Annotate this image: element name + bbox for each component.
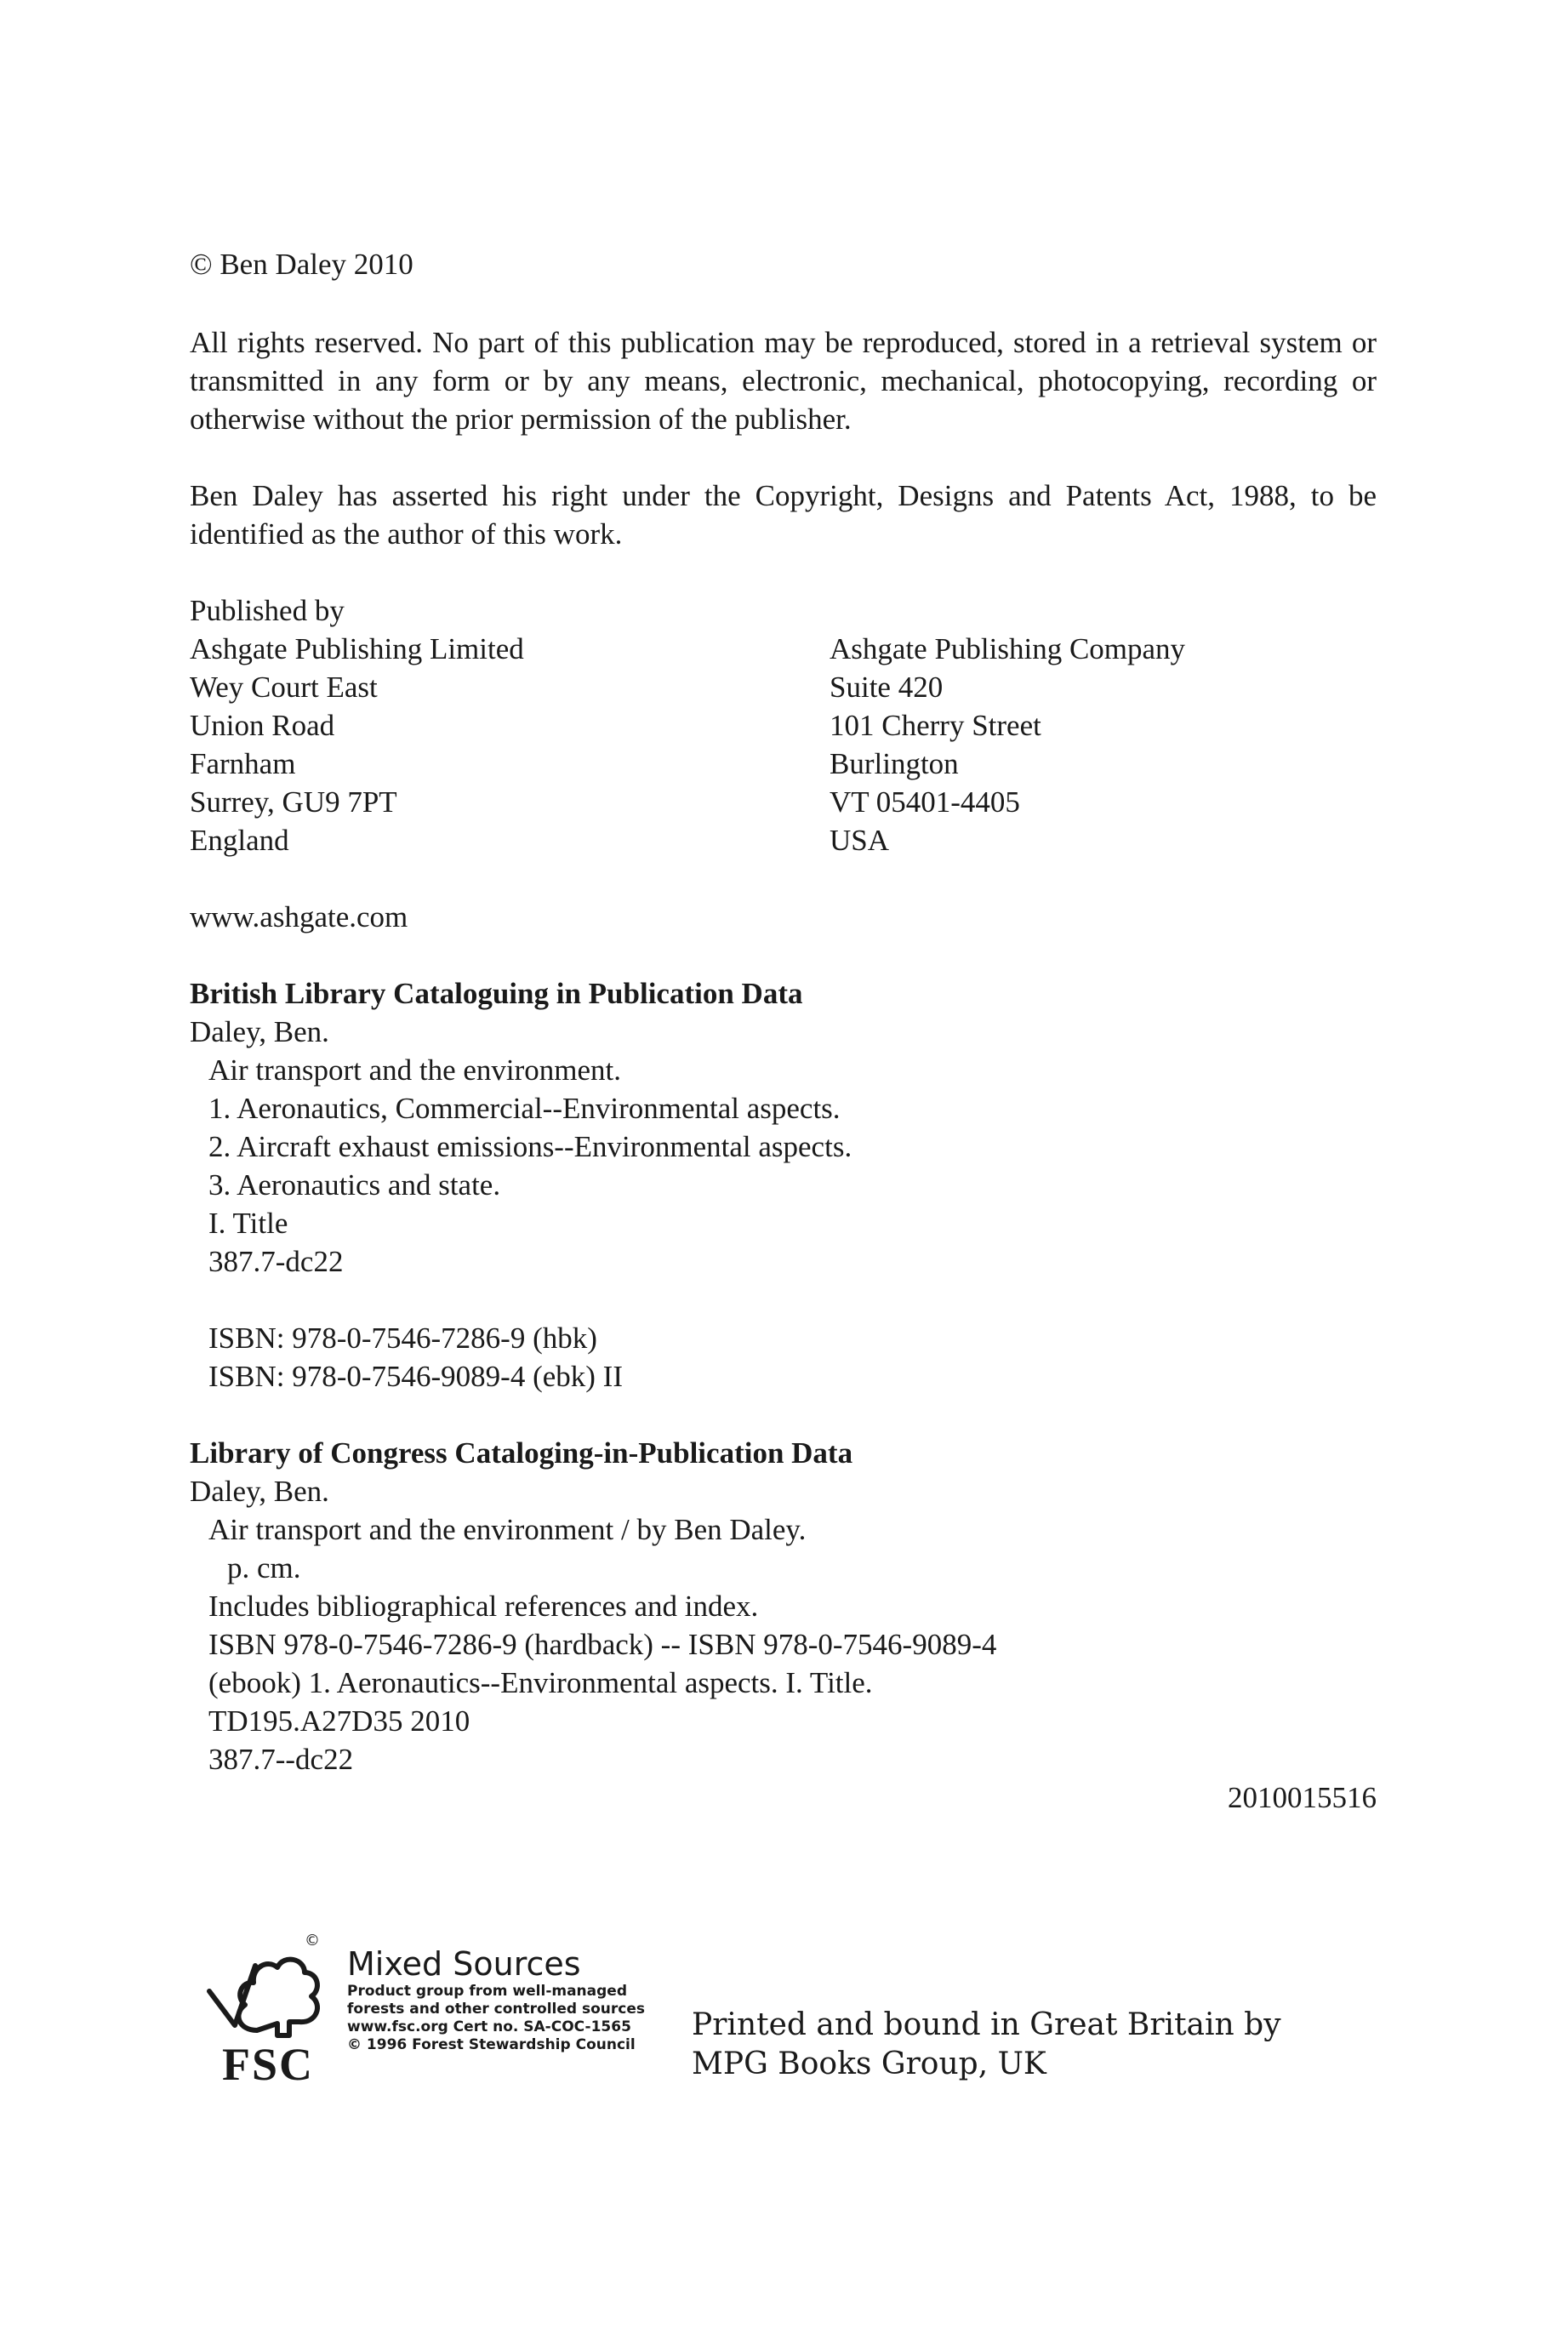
cip-line: ISBN 978-0-7546-7286-9 (hardback) -- ISBN 978-0-7546-9089-4	[208, 1628, 997, 1661]
library-of-congress-cip	[190, 1434, 1377, 1817]
cip-heading: British Library Cataloguing in Publication Data	[190, 977, 803, 1010]
isbn-list	[190, 1319, 1377, 1396]
isbn-line: ISBN: 978-0-7546-9089-4 (ebk) II	[208, 1360, 623, 1393]
cip-line: Includes bibliographical references and index.	[208, 1590, 759, 1623]
fsc-line: © 1996 Forest Stewardship Council	[347, 2036, 636, 2053]
fsc-title: Mixed Sources	[347, 1945, 581, 1983]
cip-line: TD195.A27D35 2010	[208, 1704, 470, 1738]
publisher-addresses	[190, 630, 1377, 859]
address-line: Burlington	[830, 747, 959, 780]
printer-line: Printed and bound in Great Britain by	[692, 2007, 1281, 2042]
cip-line: 1. Aeronautics, Commercial--Environmental aspects.	[208, 1092, 841, 1125]
address-line: USA	[830, 824, 890, 857]
cip-author: Daley, Ben.	[190, 1015, 329, 1048]
address-line: Ashgate Publishing Limited	[190, 632, 524, 665]
fsc-logo	[204, 1930, 647, 2092]
fsc-text	[347, 1945, 645, 2054]
address-line: Wey Court East	[190, 671, 378, 704]
address-line: Farnham	[190, 747, 296, 780]
cip-line: (ebook) 1. Aeronautics--Environmental aspects. I. Title.	[208, 1666, 873, 1699]
copyright-line: © Ben Daley 2010	[190, 248, 413, 281]
fsc-wordmark: FSC	[221, 2039, 314, 2090]
address-line: Suite 420	[830, 671, 944, 704]
registered-mark: ©	[305, 1932, 320, 1950]
cip-pcm: p. cm.	[227, 1551, 301, 1584]
published-by-label: Published by	[190, 594, 345, 627]
cip-line: 387.7--dc22	[208, 1743, 354, 1776]
publisher-uk-address	[190, 630, 524, 859]
cip-line: 387.7-dc22	[208, 1245, 344, 1278]
address-line: Surrey, GU9 7PT	[190, 785, 397, 819]
lccn-number: 2010015516	[1228, 1781, 1377, 1814]
printer-credit	[692, 2006, 1281, 2084]
cip-line: I. Title	[208, 1207, 288, 1240]
address-line: VT 05401-4405	[830, 785, 1020, 819]
publisher-us-address	[830, 630, 1185, 859]
moral-rights-statement: Ben Daley has asserted his right under the Copyright, Designs and Patents Act, 1988, to be identified as the author of this work.	[190, 479, 1377, 551]
cip-line: 2. Aircraft exhaust emissions--Environmental aspects.	[208, 1130, 852, 1163]
cip-title-line: Air transport and the environment / by Ben Daley.	[208, 1513, 807, 1546]
british-library-cip	[190, 974, 1377, 1281]
address-line: 101 Cherry Street	[830, 709, 1041, 742]
fsc-line: forests and other controlled sources	[347, 2001, 646, 2018]
cip-line: 3. Aeronautics and state.	[208, 1168, 501, 1202]
isbn-line: ISBN: 978-0-7546-7286-9 (hbk)	[208, 1322, 597, 1355]
fsc-line: Product group from well-managed	[347, 1983, 628, 2000]
cip-heading: Library of Congress Cataloging-in-Publication Data	[190, 1436, 853, 1470]
printer-line: MPG Books Group, UK	[692, 2047, 1046, 2081]
address-line: Ashgate Publishing Company	[830, 632, 1186, 665]
cip-author: Daley, Ben.	[190, 1475, 329, 1508]
address-line: England	[190, 824, 289, 857]
cip-line: Air transport and the environment.	[208, 1053, 622, 1087]
address-line: Union Road	[190, 709, 335, 742]
rights-statement: All rights reserved. No part of this publication may be reproduced, stored in a retrieval system or transmitted in any form or by any means, electronic, mechanical, photocopying, recording or otherwise without the prior permission of the publisher.	[190, 326, 1377, 436]
fsc-line: www.fsc.org Cert no. SA-COC-1565	[347, 2018, 631, 2035]
publisher-website: www.ashgate.com	[190, 900, 408, 933]
